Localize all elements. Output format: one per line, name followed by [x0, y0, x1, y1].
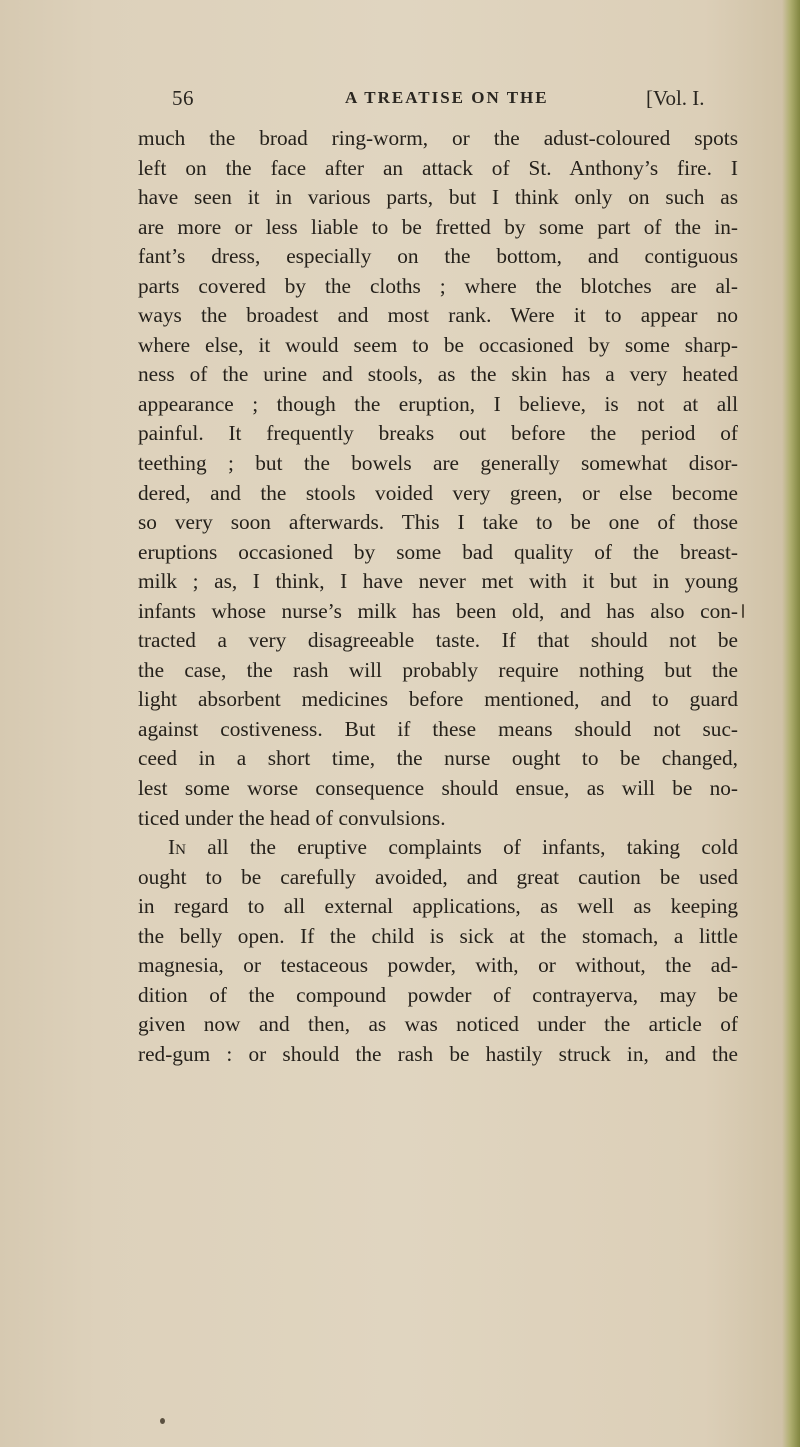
text-line: painful. It frequently breaks out before the period of — [138, 421, 738, 446]
text-line: red-gum : or should the rash be hastily struck in, and the — [138, 1041, 738, 1066]
text-line: so very soon afterwards. This I take to be one of those — [138, 510, 738, 535]
ink-speck — [160, 1418, 165, 1424]
text-line: ceed in a short time, the nurse ought to be changed, — [138, 746, 738, 771]
text-line: ness of the urine and stools, as the skin has a very heated — [138, 362, 738, 387]
text-line: dered, and the stools voided very green, or else become — [138, 480, 738, 505]
text-line: left on the face after an attack of St. Anthony’s fire. I — [138, 155, 738, 180]
volume-mark: [Vol. I. — [646, 86, 705, 110]
paragraph-first-line-text: all the eruptive complaints of infants, taking cold — [185, 835, 738, 860]
page-header — [172, 86, 740, 116]
running-head: A TREATISE ON THE — [345, 88, 549, 107]
text-line: milk ; as, I think, I have never met with it but in young — [138, 569, 738, 594]
text-line: have seen it in various parts, but I think only on such as — [138, 185, 738, 210]
text-line: the belly open. If the child is sick at the stomach, a little — [138, 923, 738, 948]
text-line: teething ; but the bowels are generally somewhat disor- — [138, 451, 738, 476]
text-line: appearance ; though the eruption, I believe, is not at all — [138, 391, 738, 416]
text-line: given now and then, as was noticed under the article of — [138, 1012, 738, 1037]
body-text — [138, 124, 738, 1070]
page-edge-stain — [782, 0, 800, 1447]
text-line: parts covered by the cloths ; where the blotches are al- — [138, 273, 738, 298]
text-line: much the broad ring-worm, or the adust-coloured spots — [138, 126, 738, 150]
paragraph-first-line — [138, 833, 738, 863]
text-line: ought to be carefully avoided, and great caution be used — [138, 864, 738, 889]
text-line: eruptions occasioned by some bad quality of the breast- — [138, 539, 738, 564]
ink-speck — [742, 604, 744, 618]
text-line: light absorbent medicines before mentioned, and to guard — [138, 687, 738, 712]
text-line: ticed under the head of convulsions. — [138, 805, 446, 830]
text-line: dition of the compound powder of contrayerva, may be — [138, 982, 738, 1007]
text-line: are more or less liable to be fretted by some part of the in- — [138, 214, 738, 239]
page-number: 56 — [172, 86, 194, 110]
text-line: ways the broadest and most rank. Were it to appear no — [138, 303, 738, 328]
text-line: infants whose nurse’s milk has been old, and has also con- — [138, 598, 738, 623]
text-line: against costiveness. But if these means should not suc- — [138, 716, 738, 741]
text-line: tracted a very disagreeable taste. If that should not be — [138, 628, 738, 653]
text-line: fant’s dress, especially on the bottom, and contiguous — [138, 244, 738, 269]
text-line: where else, it would seem to be occasioned by some sharp- — [138, 332, 738, 357]
text-line: in regard to all external applications, as well as keeping — [138, 894, 738, 919]
text-line: lest some worse consequence should ensue, as will be no- — [138, 776, 738, 801]
text-line: the case, the rash will probably require nothing but the — [138, 657, 738, 682]
paragraph-initial: In — [168, 835, 186, 860]
text-line: magnesia, or testaceous powder, with, or without, the ad- — [138, 953, 738, 978]
